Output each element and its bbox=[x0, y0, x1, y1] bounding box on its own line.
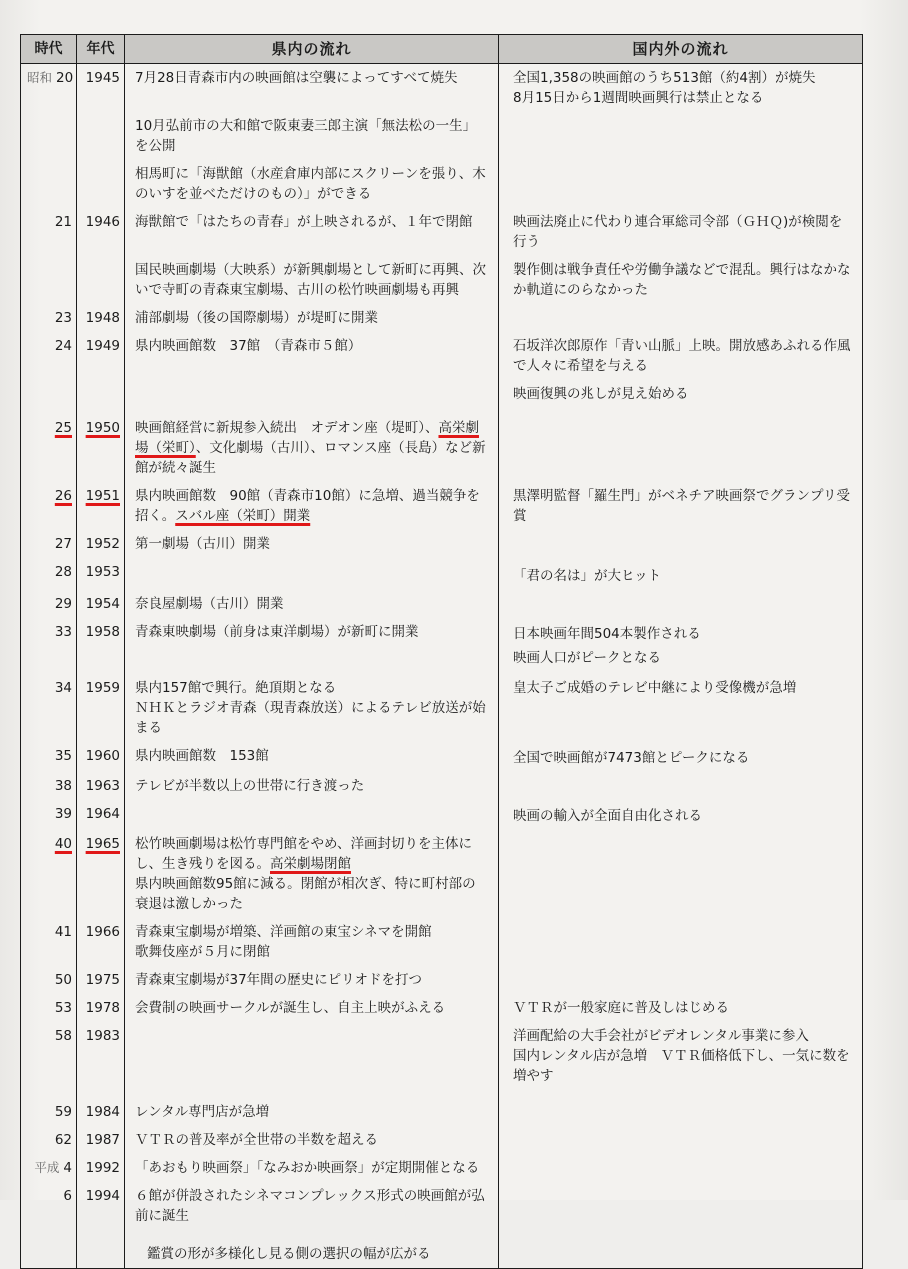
era-cell: 38 bbox=[21, 772, 77, 800]
year-cell: 1949 bbox=[77, 332, 125, 380]
year-cell: 1959 bbox=[77, 674, 125, 742]
year-cell: 1952 bbox=[77, 530, 125, 558]
local-cell: 県内映画館数 153館 bbox=[125, 742, 499, 772]
world-cell bbox=[499, 966, 863, 994]
year-cell: 1975 bbox=[77, 966, 125, 994]
header-local: 県内の流れ bbox=[125, 35, 499, 64]
local-cell bbox=[125, 1022, 499, 1098]
table-row bbox=[21, 160, 863, 208]
table-row bbox=[21, 772, 863, 800]
year-cell: 1960 bbox=[77, 742, 125, 772]
local-cell: 7月28日青森市内の映画館は空襲によってすべて焼失 bbox=[125, 64, 499, 113]
world-cell bbox=[499, 918, 863, 966]
year-cell: 1953 bbox=[77, 558, 125, 590]
local-text: 、文化劇場（古川）、ロマンス座（長島）など新館が続々誕生 bbox=[135, 440, 486, 476]
year-cell: 1948 bbox=[77, 304, 125, 332]
world-cell bbox=[499, 1182, 863, 1230]
local-cell bbox=[125, 380, 499, 408]
era-cell bbox=[21, 160, 77, 208]
table-row bbox=[21, 482, 863, 530]
world-cell bbox=[499, 590, 863, 618]
local-cell: 青森東宝劇場が増築、洋画館の東宝シネマを開館 歌舞伎座が５月に閉館 bbox=[125, 918, 499, 966]
world-cell: 全国1,358の映画館のうち513館（約4割）が焼失 8月15日から1週間映画興行は禁止となる bbox=[499, 64, 863, 113]
local-cell: 相馬町に「海獣館（水産倉庫内部にスクリーンを張り、木のいすを並べただけのもの）」ができる bbox=[125, 160, 499, 208]
highlighted-year: 1951 bbox=[85, 488, 120, 504]
world-cell: 石坂洋次郎原作「青い山脈」上映。開放感あふれる作風で人々に希望を与える bbox=[499, 332, 863, 380]
world-cell: 映画法廃止に代わり連合軍総司令部（ＧＨＱ)が検閲を行う bbox=[499, 208, 863, 256]
world-cell: 映画の輸入が全面自由化される bbox=[499, 800, 863, 830]
local-cell: 国民映画劇場（大映系）が新興劇場として新町に再興、次いで寺町の青森東宝劇場、古川の松竹映画劇場も再興 bbox=[125, 256, 499, 304]
table-row bbox=[21, 966, 863, 994]
year-cell: 1946 bbox=[77, 208, 125, 256]
year-cell bbox=[77, 380, 125, 408]
year-cell: 1992 bbox=[77, 1154, 125, 1182]
era-cell: 24 bbox=[21, 332, 77, 380]
highlighted-text: 高栄劇場（栄町） bbox=[135, 420, 479, 456]
era-cell: 23 bbox=[21, 304, 77, 332]
local-cell: テレビが半数以上の世帯に行き渡った bbox=[125, 772, 499, 800]
table-row bbox=[21, 1126, 863, 1154]
local-cell bbox=[125, 800, 499, 830]
table-row bbox=[21, 332, 863, 380]
year-cell: 1966 bbox=[77, 918, 125, 966]
world-cell: 皇太子ご成婚のテレビ中継により受像機が急増 bbox=[499, 674, 863, 742]
local-cell: 鑑賞の形が多様化し見る側の選択の幅が広がる bbox=[125, 1230, 499, 1269]
year-cell bbox=[77, 482, 125, 530]
header-era: 時代 bbox=[21, 35, 77, 64]
local-cell bbox=[125, 408, 499, 482]
table-row bbox=[21, 64, 863, 113]
era-cell bbox=[21, 380, 77, 408]
world-cell bbox=[499, 830, 863, 918]
world-cell bbox=[499, 1098, 863, 1126]
header-year: 年代 bbox=[77, 35, 125, 64]
year-cell: 1964 bbox=[77, 800, 125, 830]
local-cell bbox=[125, 558, 499, 590]
local-cell bbox=[125, 482, 499, 530]
header-row bbox=[21, 35, 863, 64]
era-cell bbox=[21, 482, 77, 530]
highlighted-era-year: 25 bbox=[54, 420, 72, 436]
local-cell: 青森東宝劇場が37年間の歴史にピリオドを打つ bbox=[125, 966, 499, 994]
local-cell: レンタル専門店が急増 bbox=[125, 1098, 499, 1126]
era-cell: 59 bbox=[21, 1098, 77, 1126]
table-row bbox=[21, 830, 863, 918]
highlighted-year: 1950 bbox=[85, 420, 120, 436]
era-cell bbox=[21, 112, 77, 160]
table-row bbox=[21, 380, 863, 408]
table-row bbox=[21, 1154, 863, 1182]
world-cell: 全国で映画館が7473館とピークになる bbox=[499, 742, 863, 772]
world-cell bbox=[499, 408, 863, 482]
local-cell: 10月弘前市の大和館で阪東妻三郎主演「無法松の一生」を公開 bbox=[125, 112, 499, 160]
world-cell bbox=[499, 530, 863, 558]
table-row bbox=[21, 742, 863, 772]
table-row bbox=[21, 1022, 863, 1098]
year-cell bbox=[77, 112, 125, 160]
highlighted-era-year: 40 bbox=[54, 836, 72, 852]
local-text: 県内映画館数95館に減る。閉館が相次ぎ、特に町村部の衰退は激しかった bbox=[135, 876, 476, 912]
era-cell bbox=[21, 1154, 77, 1182]
world-cell: 映画復興の兆しが見え始める bbox=[499, 380, 863, 408]
era-cell: 28 bbox=[21, 558, 77, 590]
local-cell: 青森東映劇場（前身は東洋劇場）が新町に開業 bbox=[125, 618, 499, 674]
local-text: 県内映画館数 90館（青森市10館）に急増、過当競争を招く。 bbox=[135, 488, 480, 524]
world-cell bbox=[499, 1154, 863, 1182]
local-cell: 第一劇場（古川）開業 bbox=[125, 530, 499, 558]
table-row bbox=[21, 1230, 863, 1269]
table-row bbox=[21, 618, 863, 674]
year-cell bbox=[77, 1230, 125, 1269]
era-year: 20 bbox=[56, 70, 74, 86]
local-cell: 海獣館で「はたちの青春」が上映されるが、１年で閉館 bbox=[125, 208, 499, 256]
era-cell bbox=[21, 256, 77, 304]
header-world: 国内外の流れ bbox=[499, 35, 863, 64]
table-row bbox=[21, 800, 863, 830]
era-cell: 62 bbox=[21, 1126, 77, 1154]
era-cell bbox=[21, 408, 77, 482]
timeline-table bbox=[20, 34, 863, 1269]
year-cell: 1954 bbox=[77, 590, 125, 618]
table-row bbox=[21, 530, 863, 558]
table-row bbox=[21, 918, 863, 966]
era-cell: 50 bbox=[21, 966, 77, 994]
local-cell bbox=[125, 830, 499, 918]
year-cell: 1945 bbox=[77, 64, 125, 113]
era-cell: 35 bbox=[21, 742, 77, 772]
local-cell: 浦部劇場（後の国際劇場）が堤町に開業 bbox=[125, 304, 499, 332]
world-cell bbox=[499, 1126, 863, 1154]
era-name: 平成 bbox=[34, 1160, 60, 1175]
table-row bbox=[21, 304, 863, 332]
era-cell: 34 bbox=[21, 674, 77, 742]
table-row bbox=[21, 1098, 863, 1126]
year-cell: 1994 bbox=[77, 1182, 125, 1230]
year-cell bbox=[77, 830, 125, 918]
era-cell: 41 bbox=[21, 918, 77, 966]
era-year: 4 bbox=[63, 1160, 72, 1176]
era-name: 昭和 bbox=[27, 70, 53, 85]
world-cell bbox=[499, 304, 863, 332]
era-cell bbox=[21, 830, 77, 918]
table-row bbox=[21, 674, 863, 742]
era-cell: 29 bbox=[21, 590, 77, 618]
table-row bbox=[21, 408, 863, 482]
era-cell: 58 bbox=[21, 1022, 77, 1098]
year-cell bbox=[77, 408, 125, 482]
table-row bbox=[21, 590, 863, 618]
local-cell: ＶＴＲの普及率が全世帯の半数を超える bbox=[125, 1126, 499, 1154]
local-cell: 県内映画館数 37館 （青森市５館） bbox=[125, 332, 499, 380]
highlighted-era-year: 26 bbox=[54, 488, 72, 504]
highlighted-text: スバル座（栄町）開業 bbox=[175, 508, 311, 524]
table-row bbox=[21, 994, 863, 1022]
local-text: 松竹映画劇場は松竹専門館をやめ、洋画封切りを主体にし、生き残りを図る。 bbox=[135, 836, 472, 872]
world-cell: 「君の名は」が大ヒット bbox=[499, 558, 863, 590]
local-cell: 「あおもり映画祭」「なみおか映画祭」が定期開催となる bbox=[125, 1154, 499, 1182]
world-cell: ＶＴＲが一般家庭に普及しはじめる bbox=[499, 994, 863, 1022]
local-text: 映画館経営に新規参入続出 オデオン座（堤町）、 bbox=[135, 420, 439, 436]
local-cell: 奈良屋劇場（古川）開業 bbox=[125, 590, 499, 618]
era-cell: 39 bbox=[21, 800, 77, 830]
year-cell bbox=[77, 256, 125, 304]
table-row bbox=[21, 208, 863, 256]
year-cell: 1987 bbox=[77, 1126, 125, 1154]
world-cell: 黒澤明監督「羅生門」がベネチア映画祭でグランプリ受賞 bbox=[499, 482, 863, 530]
table-row bbox=[21, 256, 863, 304]
era-cell: 27 bbox=[21, 530, 77, 558]
year-cell: 1958 bbox=[77, 618, 125, 674]
highlighted-text: 高栄劇場閉館 bbox=[270, 856, 351, 872]
year-cell: 1984 bbox=[77, 1098, 125, 1126]
world-cell bbox=[499, 160, 863, 208]
table-row bbox=[21, 1182, 863, 1230]
year-cell: 1983 bbox=[77, 1022, 125, 1098]
world-cell bbox=[499, 1230, 863, 1269]
era-cell bbox=[21, 1230, 77, 1269]
world-cell: 洋画配給の大手会社がビデオレンタル事業に参入 国内レンタル店が急増 ＶＴＲ価格低下し、一気に数を増やす bbox=[499, 1022, 863, 1098]
era-cell: 33 bbox=[21, 618, 77, 674]
local-cell: 会費制の映画サークルが誕生し、自主上映がふえる bbox=[125, 994, 499, 1022]
world-cell: 製作側は戦争責任や労働争議などで混乱。興行はなかなか軌道にのらなかった bbox=[499, 256, 863, 304]
era-cell: 53 bbox=[21, 994, 77, 1022]
world-cell: 日本映画年間504本製作される 映画人口がピークとなる bbox=[499, 618, 863, 674]
year-cell bbox=[77, 160, 125, 208]
local-cell: ６館が併設されたシネマコンプレックス形式の映画館が弘前に誕生 bbox=[125, 1182, 499, 1230]
table-row bbox=[21, 558, 863, 590]
era-cell: 21 bbox=[21, 208, 77, 256]
world-cell bbox=[499, 112, 863, 160]
year-cell: 1963 bbox=[77, 772, 125, 800]
era-cell: 6 bbox=[21, 1182, 77, 1230]
era-cell bbox=[21, 64, 77, 113]
highlighted-year: 1965 bbox=[85, 836, 120, 852]
world-cell bbox=[499, 772, 863, 800]
year-cell: 1978 bbox=[77, 994, 125, 1022]
table-row bbox=[21, 112, 863, 160]
local-cell: 県内157館で興行。絶頂期となる ＮＨＫとラジオ青森（現青森放送）によるテレビ放送が始まる bbox=[125, 674, 499, 742]
